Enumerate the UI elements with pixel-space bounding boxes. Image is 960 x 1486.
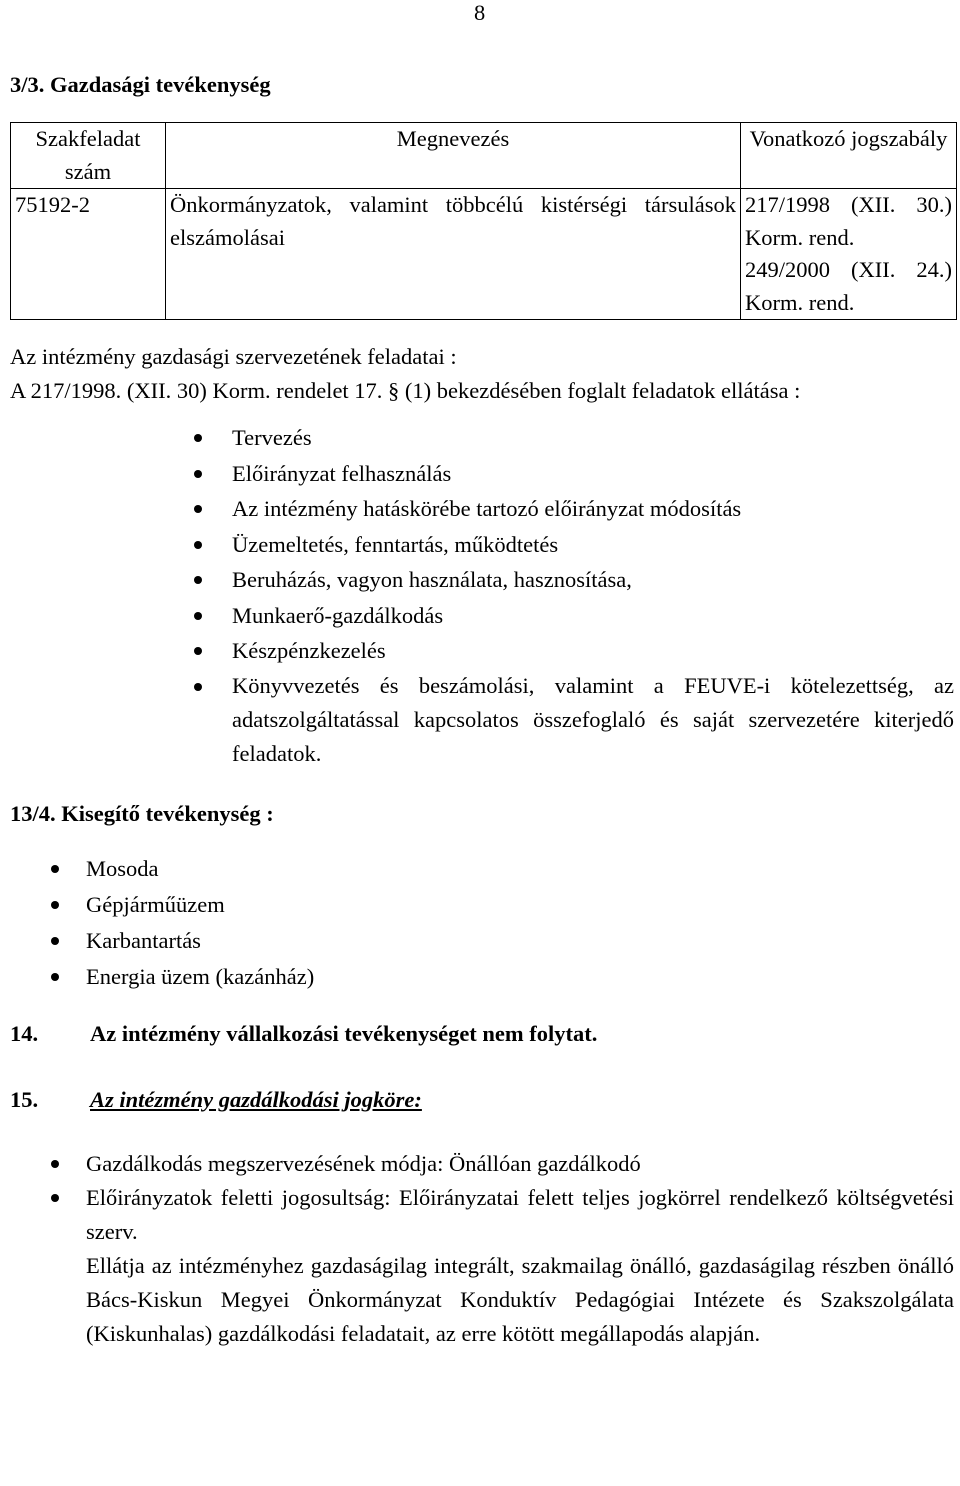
cell-name: Önkormányzatok, valamint többcélú kistérségi társulások elszámolásai — [166, 189, 741, 320]
list-item: Mosoda — [86, 851, 954, 887]
aux-title: 13/4. Kisegítő tevékenység : — [10, 800, 274, 826]
list-item: Az intézmény hatáskörébe tartozó előirányzat módosítás — [232, 491, 954, 527]
header-law: Vonatkozó jogszabály — [741, 123, 957, 189]
point-14 — [10, 1017, 954, 1051]
list-item: Tervezés — [232, 420, 954, 456]
list-item: Munkaerő-gazdálkodás — [232, 598, 954, 634]
list-item: Karbantartás — [86, 923, 954, 959]
law-line-2: 249/2000 (XII. 24.) Korm. rend. — [745, 257, 952, 315]
law-line-1: 217/1998 (XII. 30.) Korm. rend. — [745, 192, 952, 250]
integration-paragraph: Ellátja az intézményhez gazdaságilag integrált, szakmailag önálló, gazdaságilag részben önálló Bács-Kiskun Megyei Önkormányzat Konduktív Pedagógiai Intézete és Szakszolgálata (Kiskunhalas) gazdálkodási feladatait, az erre kötött megállapodás alapján. — [86, 1252, 954, 1346]
point-15-number: 15. — [10, 1086, 39, 1112]
list-item: Előirányzatok feletti jogosultság: Előirányzatai felett teljes jogkörrel rendelkező költségvetési szerv. — [86, 1181, 954, 1249]
org-tasks-intro: A 217/1998. (XII. 30) Korm. rendelet 17. § (1) bekezdésében foglalt feladatok ellátása : — [10, 378, 801, 403]
page-number: 8 — [474, 0, 486, 25]
list-item: Készpénzkezelés — [232, 633, 954, 669]
section-title: 3/3. Gazdasági tevékenység — [10, 72, 271, 97]
point-15 — [10, 1083, 954, 1117]
list-item: Energia üzem (kazánház) — [86, 959, 954, 995]
document-body — [10, 68, 954, 1351]
rights-list — [86, 1147, 954, 1249]
cell-law — [741, 189, 957, 320]
table-header-row — [11, 123, 957, 189]
aux-list — [86, 851, 954, 995]
point-14-text: Az intézmény vállalkozási tevékenységet nem folytat. — [90, 1020, 598, 1046]
activity-table — [10, 122, 957, 320]
point-14-number: 14. — [10, 1020, 39, 1046]
list-item: Gépjárműüzem — [86, 887, 954, 923]
list-item: Könyvvezetés és beszámolási, valamint a FEUVE-i kötelezettség, az adatszolgáltatással kapcsolatos összefoglaló és saját szervezetére kiterjedő feladatok. — [232, 669, 954, 771]
point-15-text: Az intézmény gazdálkodási jogköre: — [90, 1086, 422, 1112]
list-item: Üzemeltetés, fenntartás, működtetés — [232, 527, 954, 563]
header-name: Megnevezés — [166, 123, 741, 189]
header-code: Szakfeladat szám — [11, 123, 166, 189]
org-task-list — [232, 420, 954, 771]
list-item: Gazdálkodás megszervezésének módja: Önállóan gazdálkodó — [86, 1147, 954, 1181]
cell-code: 75192-2 — [11, 189, 166, 320]
table-row — [11, 189, 957, 320]
list-item: Beruházás, vagyon használata, hasznosítása, — [232, 562, 954, 598]
org-tasks-heading: Az intézmény gazdasági szervezetének feladatai : — [10, 344, 457, 369]
list-item: Előirányzat felhasználás — [232, 456, 954, 492]
